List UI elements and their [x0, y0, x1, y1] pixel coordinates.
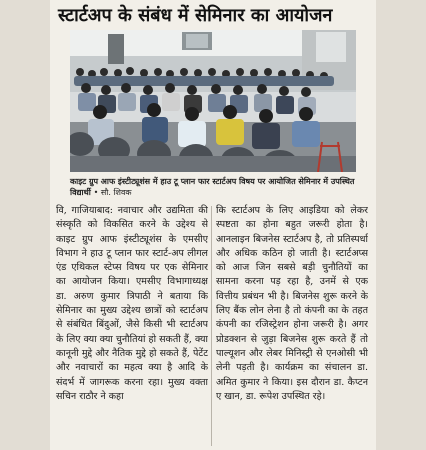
caption-text: काइट ग्रुप आफ इंस्टीट्यूशंस में हाउ टू प्लान फार स्टार्टअप विषय पर आयोजित सेमिनार में उपस्थित विद्यार्थी: [70, 177, 355, 197]
column-divider: [211, 206, 212, 446]
headline: स्टार्टअप के संबंध में सेमिनार का आयोजन: [58, 5, 333, 26]
article-column-right: कि स्टार्टअप के लिए आइडिया को लेकर स्पष्टता का होना बहुत जरूरी होता है। आनलाइन बिजनेस स्टार्टअप है, तो प्रतिस्पर्धा और अधिक कठिन हो जाती है। स्टार्टअप्स को आज जिन सबसे बड़ी चुनौतियों का सामना करना पड़ रहा है, उनमें से एक वित्तीय प्रबंधन भी है। बिजनेस शुरू करने के लिए बैंक लोन लेना है तो कंपनी का के तहत कंपनी का रजिस्ट्रेशन होना जरूरी है। अगर प्रोडक्शन से जुड़ा बिजनेस शुरू करते हैं तो पाल्यूशन और लेबर मिनिस्ट्री से एनओसी भी लेनी पड़ती है। कार्यक्रम का संचालन डा. अमित कुमार ने किया। इस दौरान डा. कैप्टन ए खान, डा. रूपेश उपस्थित रहे।: [216, 205, 368, 402]
seminar-photo: [70, 30, 356, 172]
photo-credit: • सौ. शिवक: [93, 188, 132, 197]
article-column-left: वि, गाजियाबाद: नवाचार और उद्यमिता की संस्कृति को विकसित करने के उद्देश्य से काइट ग्रुप आफ इंस्टीट्यूशंस के एमसीए विभाग ने हाउ टू प्लान फार स्टार्ट-अप लीगल एंड एथिकल स्टेप्स विषय पर एक सेमिनार का आयोजन किया। एमसीए विभागाध्यक्ष डा. अरुण कुमार त्रिपाठी ने बताया कि सेमिनार का मुख्य उद्देश्य छात्रों को स्टार्टअप से संबंधित बिंदुओं, जैसे किसी भी स्टार्टअप के लिए क्या क्या चुनौतियां हो सकती हैं, क्या कानूनी मुद्दे और नैतिक मुद्दे हो सकते हैं, पेटेंट और नवाचारों का महत्व क्या है आदि के संदर्भ में जागरूक करना रहा। मुख्य वक्ता सचिन राठौर ने कहा: [56, 205, 208, 402]
photo-caption: [70, 176, 360, 198]
newspaper-clipping: [50, 0, 376, 450]
article-body: [56, 204, 370, 448]
